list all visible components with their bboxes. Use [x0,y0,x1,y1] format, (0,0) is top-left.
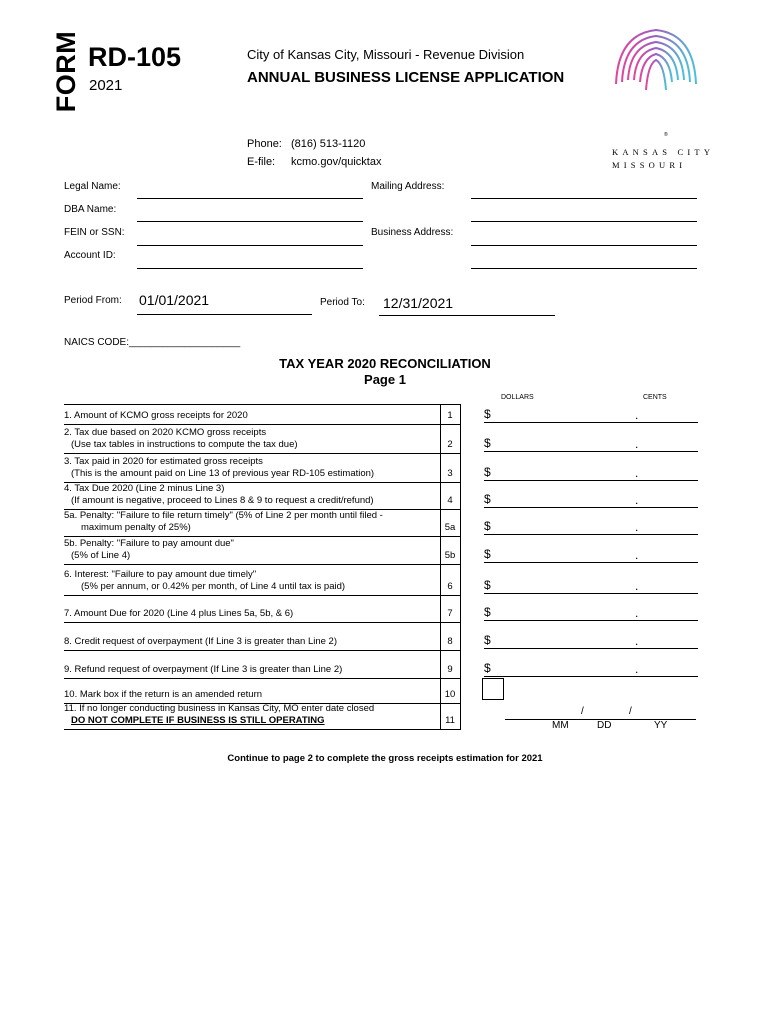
line-6-decimal-point: . [635,579,639,593]
line-7-description [64,608,293,620]
reconciliation-page: Page 1 [364,372,406,387]
line-3-text-2: (This is the amount paid on Line 13 of previous year RD-105 estimation) [71,468,375,479]
line-5a-text-1: 5a. Penalty: "Failure to file return timely" (5% of Line 2 per month until filed - [64,510,383,521]
naics-code-field[interactable]: NAICS CODE:____________________ [64,337,241,348]
line-5a-description [64,510,383,534]
dollars-column-header: DOLLARS [501,394,534,401]
line-5b-separator [64,564,461,565]
line-8-dollar-sign: $ [484,633,491,647]
line-2-number: 2 [447,439,453,450]
line-9-text-1: 9. Refund request of overpayment (If Line 3 is greater than Line 2) [64,664,343,675]
line-2-text-2: (Use tax tables in instructions to compute the tax due) [71,439,298,450]
mailing-address-label: Mailing Address: [371,181,445,192]
line-8-decimal-point: . [635,634,639,648]
line-11-number: 11 [445,715,455,726]
line-2-text-1: 2. Tax due based on 2020 KCMO gross receipts [64,427,267,438]
date-yy-label: YY [654,720,668,731]
line-10-text-1: 10. Mark box if the return is an amended return [64,689,263,700]
line-8-number: 8 [447,636,453,647]
line-1-text-1: 1. Amount of KCMO gross receipts for 2020 [64,410,248,421]
line-6-number: 6 [447,581,453,592]
line-5a-text-2: maximum penalty of 25%) [81,522,191,533]
line-11-description [64,703,374,727]
line-5b-text-1: 5b. Penalty: "Failure to pay amount due" [64,538,234,549]
mailing-address-field-2[interactable] [471,221,697,222]
line-6-amount-field[interactable] [484,593,698,594]
business-address-field-2[interactable] [471,268,697,269]
mailing-address-field-1[interactable] [471,198,697,199]
date-slash-1: / [581,706,584,717]
business-address-field-1[interactable] [471,245,697,246]
period-to-value[interactable]: 12/31/2021 [383,295,454,311]
legal-name-label: Legal Name: [64,181,121,192]
line-5b-description [64,538,234,562]
logo-text-line1: KANSAS CITY [612,147,715,157]
date-slash-2: / [629,706,632,717]
form-number: RD-105 [88,42,182,72]
date-mm-label: MM [552,720,569,731]
line-7-separator [64,622,461,623]
efile-label: E-file: [247,156,276,168]
line-9-decimal-point: . [635,662,639,676]
line-4-decimal-point: . [635,493,639,507]
line-5b-decimal-point: . [635,548,639,562]
line-11-text-1: 11. If no longer conducting business in Kansas City, MO enter date closed [64,703,375,714]
line-5b-number: 5b [444,550,456,561]
line-2-decimal-point: . [635,437,639,451]
line-9-description [64,664,342,676]
line-9-amount-field[interactable] [484,676,698,677]
line-8-text-1: 8. Credit request of overpayment (If Line 3 is greater than Line 2) [64,636,338,647]
line-4-description [64,483,374,507]
line-1-description [64,410,248,422]
line-3-dollar-sign: $ [484,465,491,479]
reconciliation-title: TAX YEAR 2020 RECONCILIATION [279,356,491,371]
line-1-amount-field[interactable] [484,422,698,423]
phone-label: Phone: [247,138,282,150]
line-5a-separator [64,536,461,537]
line-4-text-1: 4. Tax Due 2020 (Line 2 minus Line 3) [64,483,225,494]
line-10-number: 10 [444,689,456,700]
line-2-description [64,427,298,451]
account-id-field[interactable] [137,268,363,269]
line-1-separator [64,424,461,425]
period-from-line [137,314,312,315]
line-5b-amount-field[interactable] [484,562,698,563]
line-7-decimal-point: . [635,606,639,620]
period-to-label: Period To: [320,297,365,308]
line-6-text-1: 6. Interest: "Failure to pay amount due timely" [64,569,257,580]
line-7-dollar-sign: $ [484,605,491,619]
line-4-amount-field[interactable] [484,507,698,508]
line-9-dollar-sign: $ [484,661,491,675]
line-7-number: 7 [447,608,453,619]
line-3-description [64,456,374,480]
line-4-text-2: (If amount is negative, proceed to Lines 8 & 9 to request a credit/refund) [71,495,374,506]
line-5b-dollar-sign: $ [484,547,491,561]
footer-note: Continue to page 2 to complete the gross receipts estimation for 2021 [227,753,543,764]
line-7-amount-field[interactable] [484,620,698,621]
line-8-description [64,636,337,648]
line-3-number: 3 [447,468,453,479]
line-1-dollar-sign: $ [484,407,491,421]
table-top-border [64,404,461,405]
form-label: FORM [51,30,82,113]
period-from-value[interactable]: 01/01/2021 [139,292,210,308]
line-3-decimal-point: . [635,466,639,480]
line-2-amount-field[interactable] [484,451,698,452]
line-5a-number: 5a [444,522,456,533]
line-3-text-1: 3. Tax paid in 2020 for estimated gross receipts [64,456,263,467]
efile-link[interactable]: kcmo.gov/quicktax [291,156,382,168]
line-5a-amount-field[interactable] [484,534,698,535]
svg-text:®: ® [664,132,668,138]
line-4-number: 4 [447,495,453,506]
line-4-dollar-sign: $ [484,492,491,506]
period-to-line [379,315,555,316]
line-6-description [64,569,345,593]
line-9-number: 9 [447,664,453,675]
dba-name-label: DBA Name: [64,204,117,215]
line-6-text-2: (5% per annum, or 0.42% per month, of Line 4 until tax is paid) [81,581,346,592]
line-2-dollar-sign: $ [484,436,491,450]
fein-label: FEIN or SSN: [64,227,125,238]
dba-name-field[interactable] [137,221,363,222]
logo-text-line2: MISSOURI [612,160,687,170]
line-1-number: 1 [447,410,453,421]
line-1-decimal-point: . [635,408,639,422]
line-5a-decimal-point: . [635,520,639,534]
line-6-separator [64,595,461,596]
period-from-label: Period From: [64,295,122,306]
line-9-separator [64,678,461,679]
form-year: 2021 [89,77,123,94]
line-8-separator [64,650,461,651]
fein-field[interactable] [137,245,363,246]
agency-name: City of Kansas City, Missouri - Revenue Division [247,47,525,62]
business-address-label: Business Address: [371,227,454,238]
amended-return-checkbox[interactable] [482,678,504,700]
line-2-separator [64,453,461,454]
phone-value: (816) 513-1120 [291,138,366,150]
line-11-text-2: DO NOT COMPLETE IF BUSINESS IS STILL OPERATING [71,715,325,726]
date-dd-label: DD [597,720,612,731]
line-11-separator [64,729,461,730]
legal-name-field[interactable] [137,198,363,199]
line-10-description [64,689,262,701]
line-6-dollar-sign: $ [484,578,491,592]
line-3-amount-field[interactable] [484,480,698,481]
line-7-text-1: 7. Amount Due for 2020 (Line 4 plus Lines 5a, 5b, & 6) [64,608,294,619]
line-5a-dollar-sign: $ [484,519,491,533]
line-5b-text-2: (5% of Line 4) [71,550,131,561]
cents-column-header: CENTS [643,394,667,401]
account-id-label: Account ID: [64,250,116,261]
line-8-amount-field[interactable] [484,648,698,649]
page-title: ANNUAL BUSINESS LICENSE APPLICATION [247,69,565,86]
